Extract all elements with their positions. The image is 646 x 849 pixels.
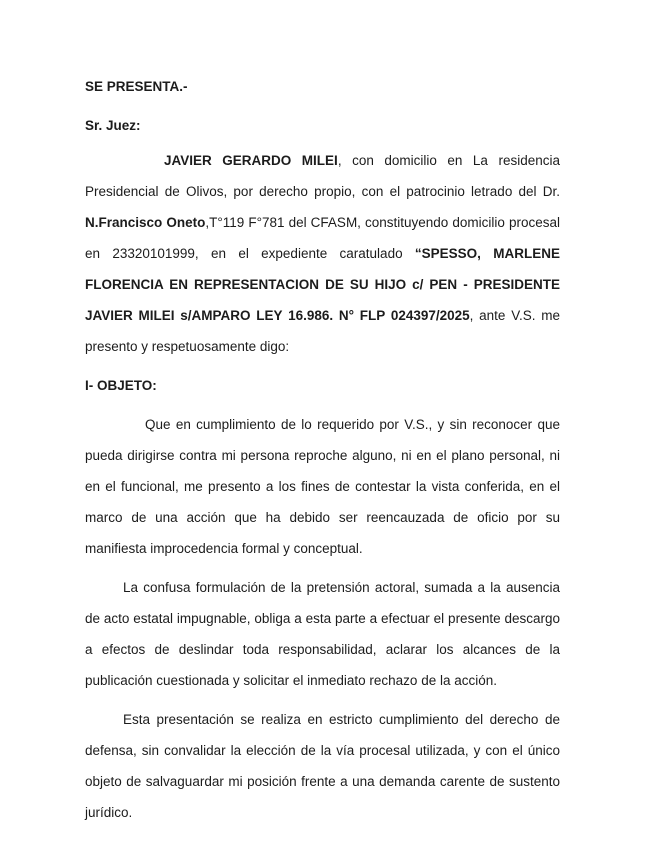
intro-text-after-party: , con domicilio en La residencia Presidencial de Olivos, por derecho propio, con el patrocinio letrado del Dr. xyxy=(85,153,560,199)
party-name: JAVIER GERARDO MILEI xyxy=(164,153,338,168)
objeto-paragraph-3: Esta presentación se realiza en estricto cumplimiento del derecho de defensa, sin convalidar la elección de la vía procesal utilizada, y con el único objeto de salvaguardar mi posición frente a una demanda carente de sustento jurídico. xyxy=(85,712,560,820)
lawyer-name: N.Francisco Oneto xyxy=(85,215,206,230)
intro-paragraph xyxy=(85,145,560,362)
objeto-paragraph-2: La confusa formulación de la pretensión actoral, sumada a la ausencia de acto estatal impugnable, obliga a esta parte a efectuar el presente descargo a efectos de deslindar toda responsabilidad, aclarar los alcances de la publicación cuestionada y solicitar el inmediato rechazo de la acción. xyxy=(85,580,560,688)
objeto-paragraph-1: Que en cumplimiento de lo requerido por V.S., y sin reconocer que pueda dirigirse contra mi persona reproche alguno, ni en el plano personal, ni en el funcional, me presento a los fines de contestar la vista conferida, en el marco de una acción que ha debido ser reencauzada de oficio por su manifiesta improcedencia formal y conceptual. xyxy=(85,417,560,556)
intro-text-closing: , ante V.S. me presento y respetuosamente digo: xyxy=(85,308,560,354)
intro-text-after-lawyer: ,T°119 F°781 del CFASM, constituyendo domicilio procesal en 23320101999, en el expediente caratulado xyxy=(85,215,561,261)
section-heading-objeto: I- OBJETO: xyxy=(85,378,157,393)
legal-document-body xyxy=(85,71,560,828)
judge-salutation: Sr. Juez: xyxy=(85,118,141,133)
case-caption: “SPESSO, MARLENE FLORENCIA EN REPRESENTACION DE SU HIJO c/ PEN - PRESIDENTE JAVIER MILEI s/AMPARO LEY 16.986. N° FLP 024397/2025 xyxy=(85,246,560,323)
presentation-heading: SE PRESENTA.- xyxy=(85,79,188,94)
